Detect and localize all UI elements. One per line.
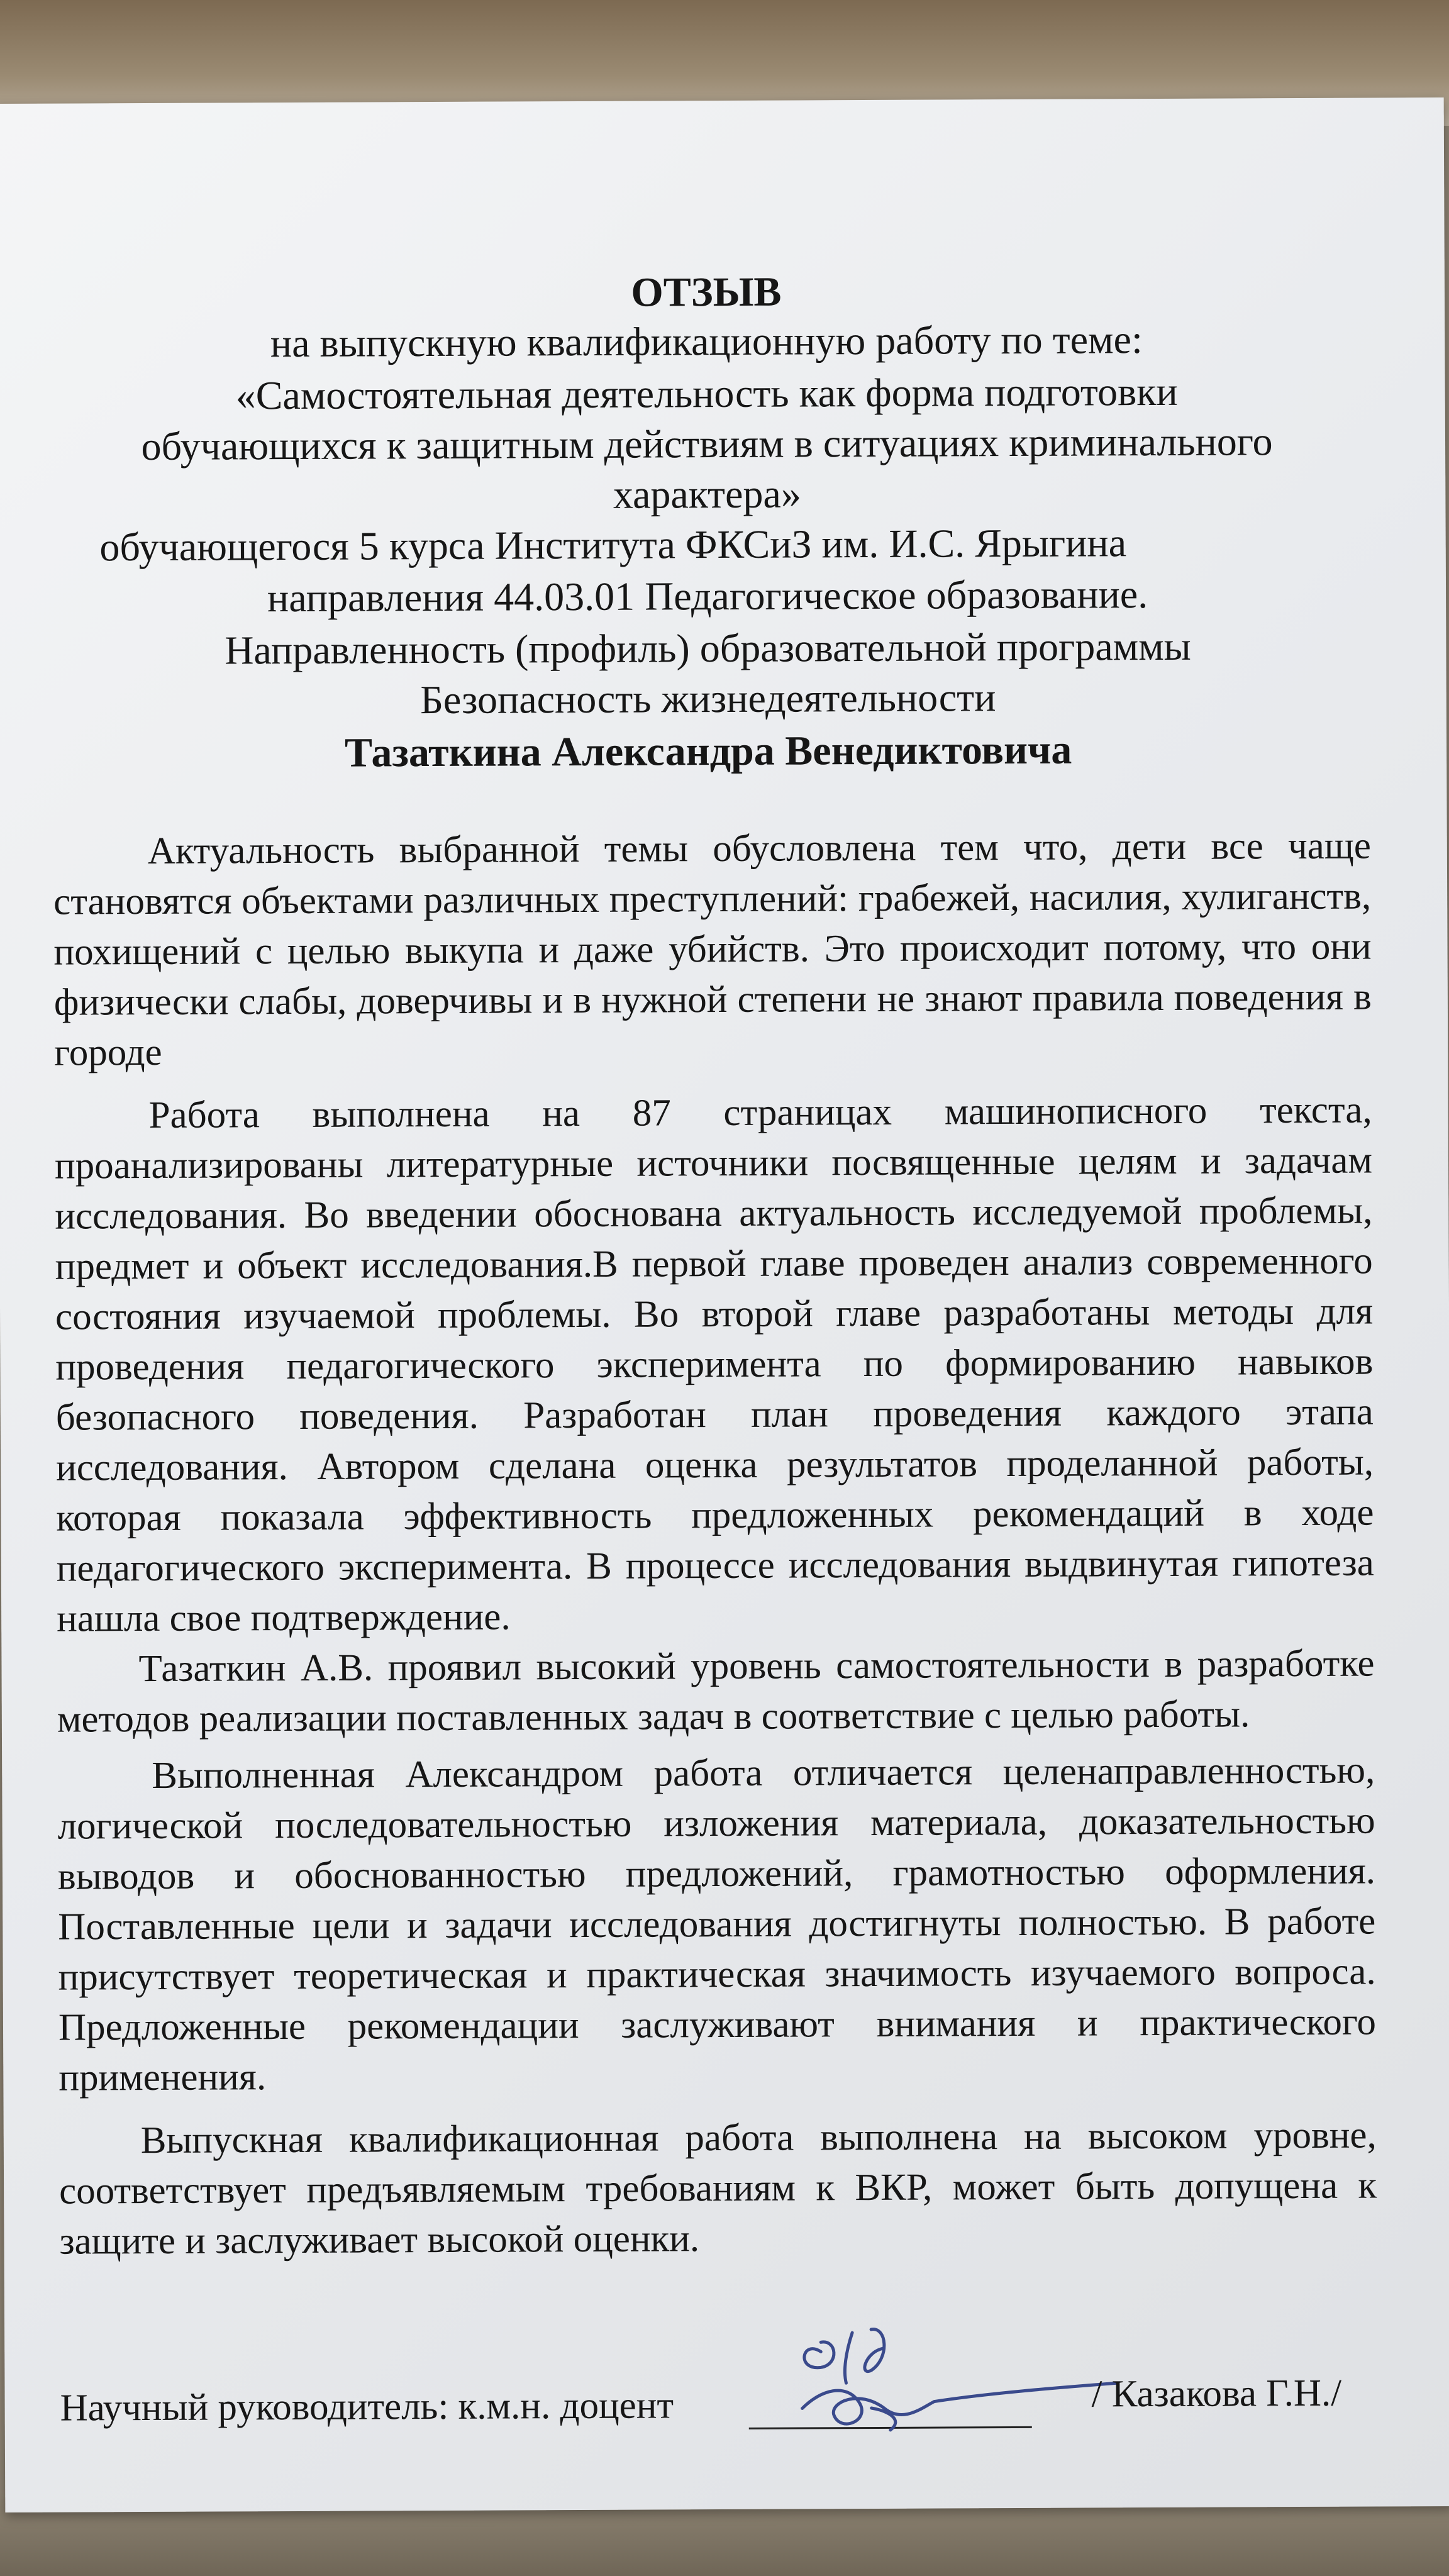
topic-line-1: «Самостоятельная деятельность как форма подготовки [235,369,1178,418]
document-page [0,97,1449,2512]
supervisor-name: / Казакова Г.Н./ [1091,2372,1342,2416]
topic-line-2: обучающихся к защитным действиям в ситуациях криминального [141,419,1273,469]
profile-line-1: Направленность (профиль) образовательной программы [225,623,1191,673]
signature-row [60,2336,1381,2455]
student-course-line: обучающегося 5 курса Института ФКСиЗ им. И.С. Ярыгина [99,520,1127,570]
document-title: ОТЗЫВ [631,269,782,316]
supervisor-label: Научный руководитель: к.м.н. доцент [60,2384,674,2429]
document-subtitle: на выпускную квалификационную работу по теме: [270,317,1143,366]
paragraph-independence: Тазаткин А.В. проявил высокий уровень самостоятельности в разработке методов реализации поставленных задач в соответствие с целью работы. [57,1642,1375,1741]
topic-line-3: характера» [613,471,802,517]
paragraph-quality: Выполненная Александром работа отличается целенаправленностью, логической последовательностью изложения материала, доказательностью выводов и обоснованностью предложений, грамотностью оформления. Поставленные цели и задачи исследования достигнуты полностью. В работе присутствует теоретическая и практическая значимость изучаемого вопроса. Предложенные рекомендации заслуживают внимания и практического применения. [57,1749,1377,2099]
paragraph-conclusion: Выпускная квалификационная работа выполнена на высоком уровне, соответствует предъявляемым требованиям к ВКР, может быть допущена к защите и заслуживает высокой оценки. [58,2114,1377,2263]
paragraph-relevance: Актуальность выбранной темы обусловлена тем что, дети все чаще становятся объектами различных преступлений: грабежей, насилия, хулиганств, похищений с целью выкупа и даже убийств. Это происходит потому, что они физически слабы, доверчивы и в нужной степени не знают правила поведения в городе [53,824,1372,1074]
direction-line: направления 44.03.01 Педагогическое образование. [267,572,1148,621]
profile-line-2: Безопасность жизнедеятельности [420,675,996,723]
paragraph-work-description: Работа выполнена на 87 страницах машинописного текста, проанализированы литературные источники посвященные целям и задачам исследования. Во введении обоснована актуальность исследуемой проблемы, предмет и объект исследования.В первой главе проведен анализ современного состояния изучаемой проблемы. Во второй главе разработаны методы для проведения педагогического эксперимента по формированию навыков безопасного поведения. Разработан план проведения каждого этапа исследования. Автором сделана оценка результатов проделанной работы, которая показала эффективность предложенных рекомендаций в ходе педагогического эксперимента. В процессе исследования выдвинутая гипотеза нашла свое подтверждение. [54,1089,1374,1640]
handwritten-signature [777,2312,1130,2452]
student-name: Тазаткина Александра Венедиктовича [344,726,1072,776]
